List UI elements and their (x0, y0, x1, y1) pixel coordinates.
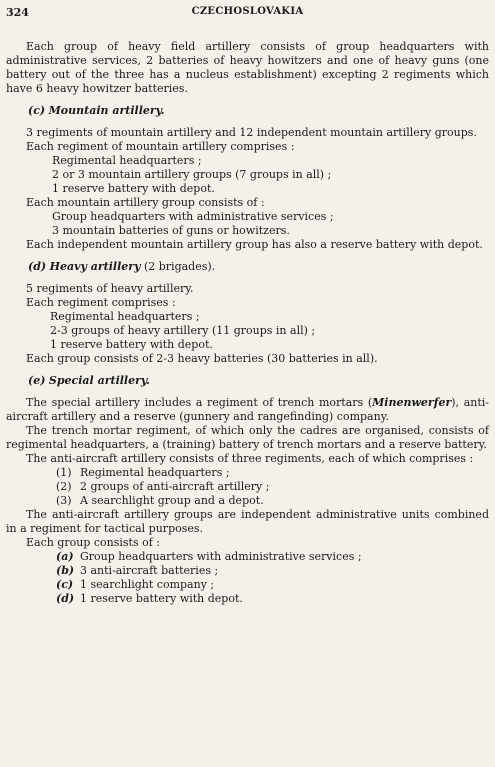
paragraph: Each group of heavy field artillery consists of group headquarters with administrative services, 2 batteries of heavy howitzers and one of heavy guns (one battery out of the three has a nucleus establishment) excepting 2 regiments which have 6 heavy howitzer batteries. (6, 40, 489, 95)
list-item: 3 mountain batteries of guns or howitzers. (52, 224, 290, 237)
paragraph: The anti-aircraft artillery groups are independent administrative units combined in a regiment for tactical purposes. (6, 508, 489, 535)
list (6, 210, 489, 238)
list-item: (a) Group headquarters with administrative services ; (56, 550, 362, 563)
list-item: 1 reserve battery with depot. (50, 338, 213, 351)
emphasis-term: Minenwerfer (372, 396, 452, 409)
list-item: 2-3 groups of heavy artillery (11 groups in all) ; (50, 324, 316, 337)
list-item: Regimental headquarters ; (50, 310, 200, 323)
list-item: Regimental headquarters ; (52, 154, 202, 167)
paragraph: Each independent mountain artillery group has also a reserve battery with depot. (26, 238, 483, 251)
paragraph: 5 regiments of heavy artillery. (26, 282, 194, 295)
paragraph: The anti-aircraft artillery consists of three regiments, each of which comprises : (26, 452, 474, 465)
lettered-list (6, 550, 489, 606)
page-body (6, 40, 489, 606)
paragraph: The trench mortar regiment, of which only the cadres are organised, consists of regimental headquarters, a (training) battery of trench mortars and a reserve battery. (6, 424, 489, 451)
list-item: (3) A searchlight group and a depot. (56, 494, 264, 507)
paragraph: The special artillery includes a regiment of trench mortars (Minenwerfer), anti-aircraft artillery and a reserve (gunnery and rangefinding) company. (6, 396, 489, 423)
section-heading-d: (d) Heavy artillery (2 brigades). (28, 260, 216, 273)
paragraph: Each group consists of : (26, 536, 161, 549)
list-item: (c) 1 searchlight company ; (56, 578, 215, 591)
list-item: 2 or 3 mountain artillery groups (7 groups in all) ; (52, 168, 332, 181)
page-number: 324 (6, 6, 29, 19)
list-item: Group headquarters with administrative services ; (52, 210, 334, 223)
list-item: (b) 3 anti-aircraft batteries ; (56, 564, 219, 577)
list (6, 154, 489, 196)
section-heading-e: (e) Special artillery. (28, 374, 150, 387)
list (6, 310, 489, 352)
paragraph: Each mountain artillery group consists of : (26, 196, 265, 209)
running-title: CZECHOSLOVAKIA (191, 6, 304, 17)
numbered-list (6, 466, 489, 508)
list-item: (2) 2 groups of anti-aircraft artillery ; (56, 480, 270, 493)
list-item: 1 reserve battery with depot. (52, 182, 215, 195)
section-heading-c: (c) Mountain artillery. (28, 104, 165, 117)
list-item: (d) 1 reserve battery with depot. (56, 592, 243, 605)
paragraph: Each regiment of mountain artillery comprises : (26, 140, 295, 153)
list-item: (1) Regimental headquarters ; (56, 466, 230, 479)
paragraph: 3 regiments of mountain artillery and 12 independent mountain artillery groups. (26, 126, 477, 139)
paragraph: Each regiment comprises : (26, 296, 176, 309)
page-header (6, 6, 489, 24)
paragraph: Each group consists of 2-3 heavy batteries (30 batteries in all). (26, 352, 378, 365)
